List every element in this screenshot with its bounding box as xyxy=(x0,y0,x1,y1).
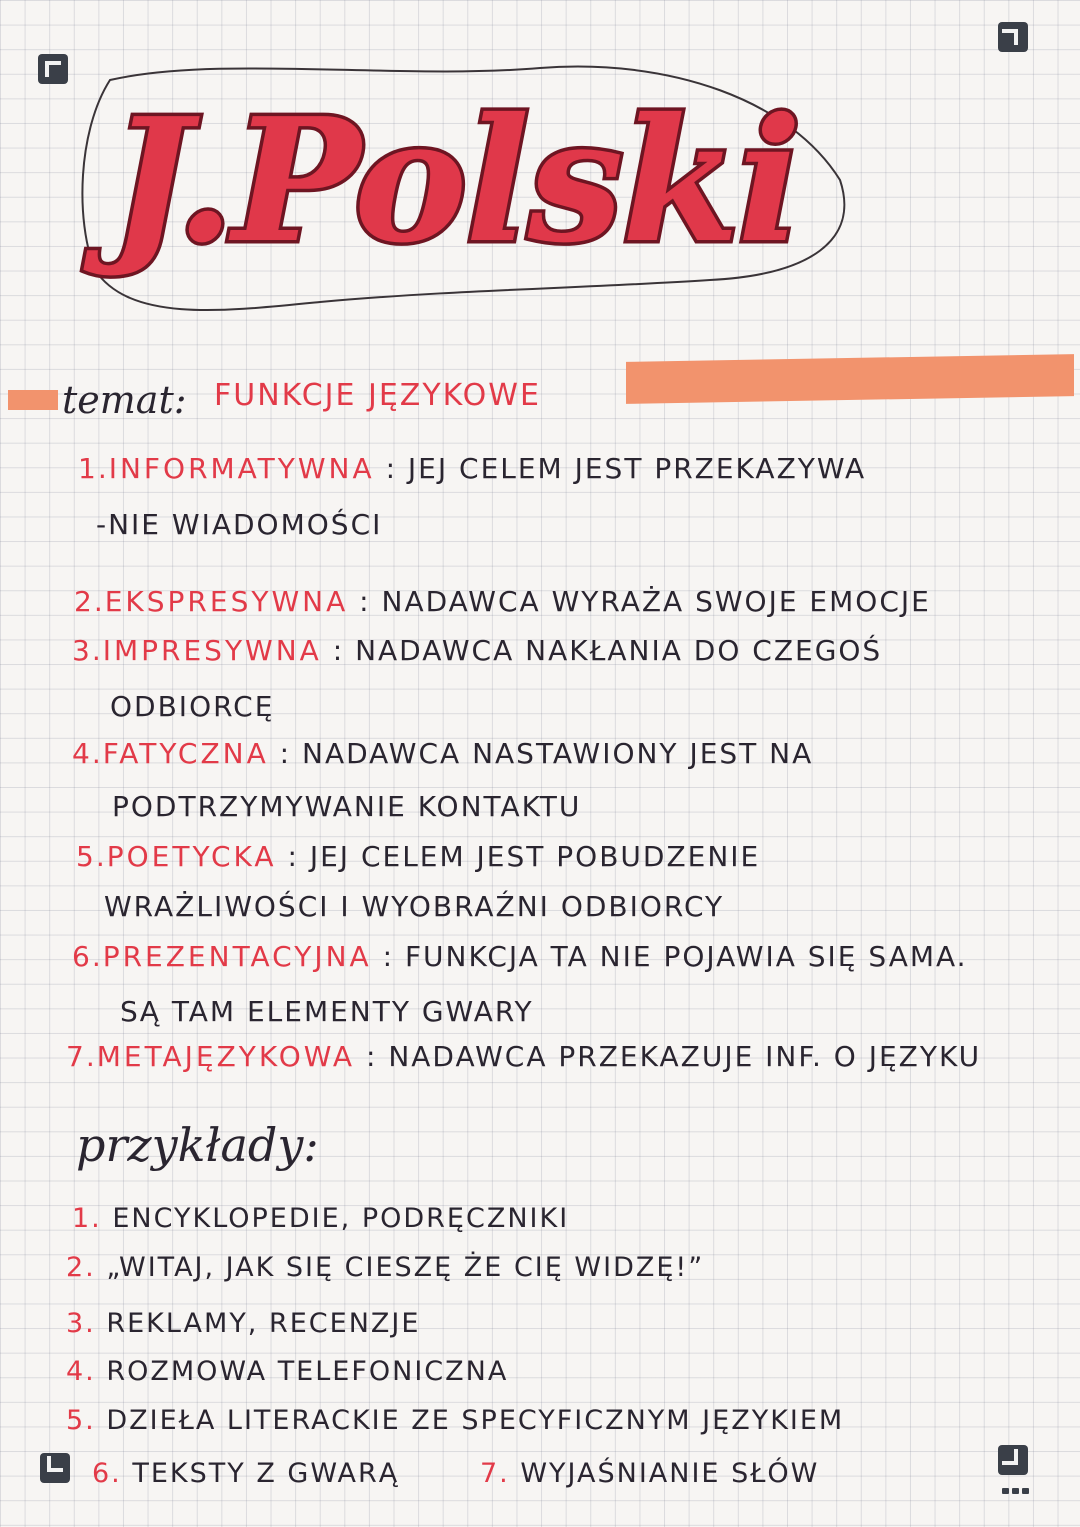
function-1-cont: -NIE WIADOMOŚCI xyxy=(96,508,383,541)
function-1: 1.INFORMATYWNA : JEJ CELEM JEST PRZEKAZYWA xyxy=(78,452,867,485)
example-3: 3. REKLAMY, RECENZJE xyxy=(66,1308,421,1339)
function-2: 2.EKSPRESYWNA : NADAWCA WYRAŻA SWOJE EMOCJE xyxy=(74,585,931,618)
corner-bracket-top-left-icon xyxy=(38,54,68,84)
corner-bracket-bottom-left-icon xyxy=(40,1453,70,1483)
scan-dots-icon xyxy=(1002,1488,1029,1494)
corner-bracket-top-right-icon xyxy=(998,22,1028,52)
highlight-bar-right xyxy=(626,354,1074,404)
function-4: 4.FATYCZNA : NADAWCA NASTAWIONY JEST NA xyxy=(72,737,814,770)
function-3-cont: ODBIORCĘ xyxy=(110,690,275,723)
examples-label: przykłady: xyxy=(76,1118,319,1172)
function-3: 3.IMPRESYWNA : NADAWCA NAKŁANIA DO CZEGOŚ xyxy=(72,634,883,667)
example-1: 1. ENCYKLOPEDIE, PODRĘCZNIKI xyxy=(72,1203,570,1234)
function-7: 7.METAJĘZYKOWA : NADAWCA PRZEKAZUJE INF. O JĘZYKU xyxy=(66,1040,982,1073)
function-6-cont: SĄ TAM ELEMENTY GWARY xyxy=(120,995,534,1028)
function-5: 5.POETYCKA : JEJ CELEM JEST POBUDZENIE xyxy=(76,840,761,873)
subject-title-lettering xyxy=(70,40,860,340)
example-4: 4. ROZMOWA TELEFONICZNA xyxy=(66,1356,509,1387)
corner-bracket-bottom-right-icon xyxy=(998,1445,1028,1475)
function-5-cont: WRAŻLIWOŚCI I WYOBRAŹNI ODBIORCY xyxy=(104,890,725,923)
function-4-cont: PODTRZYMYWANIE KONTAKTU xyxy=(112,790,582,823)
function-6: 6.PREZENTACYJNA : FUNKCJA TA NIE POJAWIA SIĘ SAMA. xyxy=(72,940,968,973)
example-5: 5. DZIEŁA LITERACKIE ZE SPECYFICZNYM JĘZYKIEM xyxy=(66,1405,845,1436)
highlight-bar-left xyxy=(8,390,58,410)
example-6: 6. TEKSTY Z GWARĄ xyxy=(92,1458,400,1489)
topic-label: temat: xyxy=(62,378,187,422)
subject-title: J.Polski xyxy=(110,81,800,281)
example-2: 2. „WITAJ, JAK SIĘ CIESZĘ ŻE CIĘ WIDZĘ!” xyxy=(66,1252,705,1283)
example-7: 7. WYJAŚNIANIE SŁÓW xyxy=(480,1458,820,1489)
topic-title: FUNKCJE JĘZYKOWE xyxy=(214,378,541,413)
